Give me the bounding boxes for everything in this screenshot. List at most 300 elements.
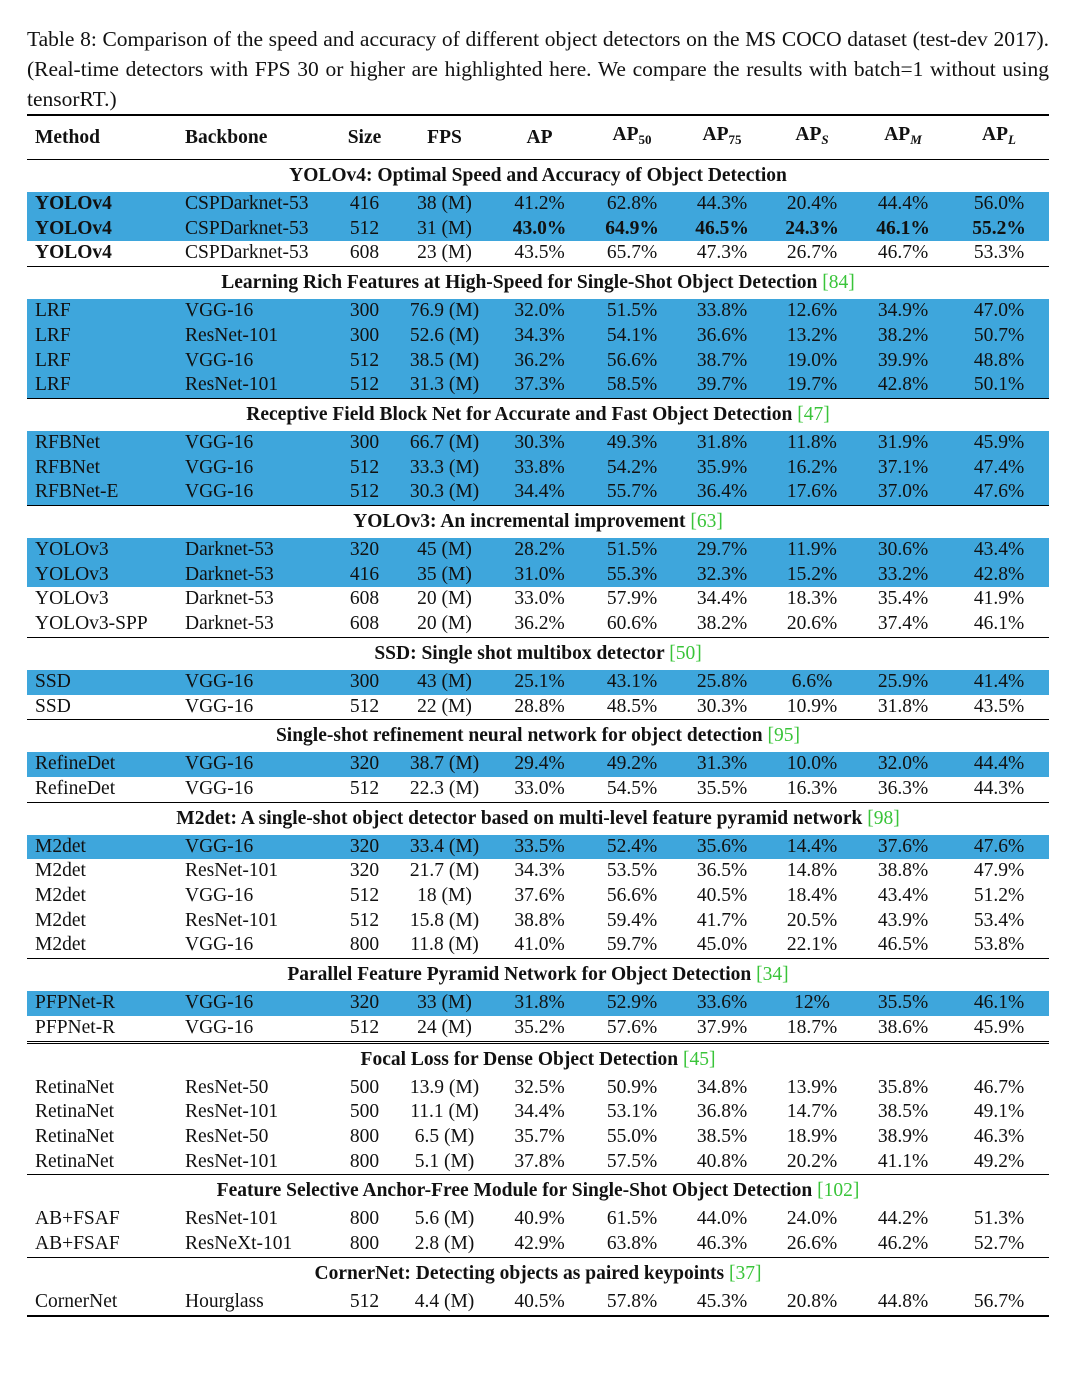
- cell-backbone: CSPDarknet-53: [177, 241, 332, 266]
- cell-fps: 20 (M): [417, 588, 472, 610]
- cell-apl: 56.0%: [949, 192, 1049, 217]
- cell-aps: 11.9%: [767, 538, 857, 563]
- cell-ap: 37.3%: [492, 373, 587, 398]
- cell-apl: 52.7%: [949, 1232, 1049, 1257]
- cell-apl: 53.3%: [949, 241, 1049, 266]
- cell-aps: 10.9%: [767, 695, 857, 720]
- table-row: [27, 349, 1049, 374]
- cell-apm: 32.0%: [857, 752, 949, 777]
- cell-backbone: VGG-16: [177, 299, 332, 324]
- cell-method: RetinaNet: [35, 1125, 115, 1147]
- cell-backbone: VGG-16: [177, 1016, 332, 1042]
- cell-apl: 41.9%: [973, 588, 1025, 610]
- cell-ap75: 25.8%: [677, 670, 767, 695]
- cell-apl: 47.9%: [973, 860, 1025, 882]
- cell-aps: 16.2%: [767, 456, 857, 481]
- table-row: [27, 752, 1049, 777]
- cell-size: 320: [332, 991, 397, 1016]
- cell-apm: 38.2%: [857, 324, 949, 349]
- header-size: Size: [347, 126, 382, 148]
- section-title-text: YOLOv3: An incremental improvement: [353, 511, 686, 533]
- cell-aps: 16.3%: [767, 777, 857, 802]
- cell-ap75: 33.8%: [677, 299, 767, 324]
- cell-fps: 6.5 (M): [414, 1125, 475, 1147]
- citation-link[interactable]: [63]: [690, 511, 723, 533]
- table-row: [27, 299, 1049, 324]
- cell-size: 512: [332, 695, 397, 720]
- cell-method: PFPNet-R: [27, 1016, 177, 1042]
- cell-aps: 18.4%: [786, 885, 838, 907]
- cell-ap: 29.4%: [492, 752, 587, 777]
- cell-method: CornerNet: [27, 1290, 177, 1316]
- section-title-text: Parallel Feature Pyramid Network for Object Detection: [287, 964, 752, 986]
- cell-ap: 34.4%: [514, 1101, 565, 1123]
- citation-link[interactable]: [50]: [669, 642, 702, 664]
- cell-ap: 34.3%: [514, 860, 565, 882]
- cell-apl: 51.3%: [973, 1208, 1025, 1230]
- section-header-row: [27, 637, 1049, 670]
- cell-backbone: ResNet-50: [185, 1125, 269, 1147]
- cell-apm: 38.5%: [877, 1101, 929, 1123]
- cell-apm: 46.2%: [857, 1232, 949, 1257]
- cell-aps: 14.7%: [786, 1101, 838, 1123]
- cell-apm: 37.0%: [857, 480, 949, 505]
- cell-size: 512: [349, 909, 380, 931]
- cell-backbone: VGG-16: [177, 480, 332, 505]
- cell-apl: 51.2%: [973, 885, 1025, 907]
- cell-ap50: 49.2%: [587, 752, 677, 777]
- cell-apl: 44.3%: [949, 777, 1049, 802]
- cell-ap50: 56.6%: [587, 349, 677, 374]
- table-row: [27, 217, 1049, 242]
- cell-backbone: VGG-16: [177, 670, 332, 695]
- cell-method: RFBNet-E: [27, 480, 177, 505]
- header-ap: AP: [526, 126, 553, 148]
- table-row: [27, 538, 1049, 563]
- cell-aps: 11.8%: [767, 431, 857, 456]
- cell-method: RetinaNet: [35, 1101, 115, 1123]
- table-row: [27, 1232, 1049, 1257]
- cell-apl: 46.1%: [949, 991, 1049, 1016]
- section-title: [27, 720, 1049, 753]
- cell-apm: 44.4%: [857, 192, 949, 217]
- cell-backbone: VGG-16: [177, 695, 332, 720]
- cell-aps: 26.6%: [767, 1232, 857, 1257]
- cell-fps: 31 (M): [397, 217, 492, 242]
- cell-backbone: ResNet-101: [177, 373, 332, 398]
- section-title: [27, 267, 1049, 300]
- cell-apm: 44.8%: [857, 1290, 949, 1316]
- cell-ap75: 34.4%: [696, 588, 748, 610]
- cell-fps: 15.8 (M): [409, 909, 480, 931]
- cell-ap: 33.0%: [514, 588, 565, 610]
- cell-backbone: ResNet-101: [185, 1101, 279, 1123]
- cell-ap75: 38.7%: [677, 349, 767, 374]
- cell-ap: 28.2%: [492, 538, 587, 563]
- table-row: [27, 859, 1049, 884]
- section-title-text: SSD: Single shot multibox detector: [374, 642, 665, 664]
- cell-ap75: 33.6%: [677, 991, 767, 1016]
- cell-aps: 20.2%: [767, 1150, 857, 1175]
- cell-apl: 45.9%: [949, 431, 1049, 456]
- cell-apl: 45.9%: [949, 1016, 1049, 1042]
- cell-size: 512: [332, 777, 397, 802]
- cell-apm: 43.4%: [877, 885, 929, 907]
- cell-backbone: ResNet-50: [185, 1076, 269, 1098]
- cell-ap50: 51.5%: [587, 299, 677, 324]
- cell-method: RefineDet: [27, 777, 177, 802]
- cell-size: 320: [349, 860, 380, 882]
- table-row: [27, 1207, 1049, 1232]
- cell-size: 608: [332, 241, 397, 266]
- cell-backbone: VGG-16: [177, 835, 332, 860]
- cell-aps: 20.6%: [767, 612, 857, 637]
- cell-fps: 13.9 (M): [409, 1076, 480, 1098]
- cell-fps: 33.4 (M): [397, 835, 492, 860]
- cell-size: 300: [332, 431, 397, 456]
- cell-size: 500: [349, 1076, 380, 1098]
- citation-link[interactable]: [47]: [797, 403, 830, 425]
- cell-ap75: 37.9%: [677, 1016, 767, 1042]
- cell-apm: 35.4%: [877, 588, 929, 610]
- section-header-row: [27, 720, 1049, 753]
- cell-ap75: 41.7%: [696, 909, 748, 931]
- cell-backbone: Darknet-53: [177, 612, 332, 637]
- cell-ap75: 44.3%: [677, 192, 767, 217]
- cell-ap50: 59.4%: [606, 909, 658, 931]
- cell-method: PFPNet-R: [27, 991, 177, 1016]
- cell-backbone: VGG-16: [177, 777, 332, 802]
- detector-comparison-table: [27, 114, 1049, 1317]
- cell-ap75: 46.5%: [677, 217, 767, 242]
- header-method: Method: [35, 126, 100, 148]
- cell-apm: 38.6%: [857, 1016, 949, 1042]
- cell-ap50: 57.8%: [587, 1290, 677, 1316]
- cell-size: 512: [332, 1290, 397, 1316]
- cell-ap: 33.8%: [492, 456, 587, 481]
- cell-ap75: 35.9%: [677, 456, 767, 481]
- table-row: [27, 431, 1049, 456]
- cell-ap: 28.8%: [492, 695, 587, 720]
- cell-backbone: ResNet-101: [185, 1208, 279, 1230]
- cell-size: 608: [332, 612, 397, 637]
- cell-aps: 15.2%: [767, 563, 857, 588]
- cell-fps: 11.1 (M): [410, 1101, 479, 1123]
- cell-ap50: 61.5%: [606, 1208, 658, 1230]
- cell-method: LRF: [27, 324, 177, 349]
- table-row: [27, 909, 1049, 934]
- cell-method: YOLOv4: [27, 241, 177, 266]
- cell-fps: 23 (M): [397, 241, 492, 266]
- cell-size: 512: [349, 885, 380, 907]
- cell-backbone: VGG-16: [177, 431, 332, 456]
- cell-fps: 43 (M): [397, 670, 492, 695]
- cell-ap: 41.2%: [492, 192, 587, 217]
- cell-backbone: VGG-16: [177, 456, 332, 481]
- cell-ap50: 59.7%: [587, 933, 677, 958]
- cell-backbone: ResNet-101: [177, 1150, 332, 1175]
- cell-method: LRF: [27, 373, 177, 398]
- cell-ap: 37.8%: [492, 1150, 587, 1175]
- cell-size: 608: [349, 588, 380, 610]
- cell-ap75: 40.5%: [696, 885, 748, 907]
- citation-link[interactable]: [84]: [822, 272, 855, 294]
- section-header-row: [27, 398, 1049, 431]
- cell-apm: 30.6%: [857, 538, 949, 563]
- cell-ap: 25.1%: [492, 670, 587, 695]
- cell-ap75: 29.7%: [677, 538, 767, 563]
- cell-backbone: ResNet-101: [177, 324, 332, 349]
- cell-ap50: 54.2%: [587, 456, 677, 481]
- cell-backbone: VGG-16: [177, 991, 332, 1016]
- cell-aps: 26.7%: [767, 241, 857, 266]
- cell-apl: 47.0%: [949, 299, 1049, 324]
- table-row: [27, 456, 1049, 481]
- cell-apm: 38.9%: [877, 1125, 929, 1147]
- cell-fps: 33.3 (M): [397, 456, 492, 481]
- cell-apm: 42.8%: [857, 373, 949, 398]
- citation-link[interactable]: [95]: [767, 725, 801, 747]
- cell-ap50: 51.5%: [587, 538, 677, 563]
- table-row: [27, 1290, 1049, 1316]
- cell-apm: 34.9%: [857, 299, 949, 324]
- cell-ap50: 53.1%: [606, 1101, 658, 1123]
- cell-size: 300: [332, 670, 397, 695]
- table-row: [27, 991, 1049, 1016]
- cell-ap50: 62.8%: [587, 192, 677, 217]
- cell-ap75: 46.3%: [677, 1232, 767, 1257]
- cell-ap50: 57.5%: [587, 1150, 677, 1175]
- cell-ap50: 54.5%: [587, 777, 677, 802]
- cell-apl: 56.7%: [949, 1290, 1049, 1316]
- cell-apm: 31.9%: [857, 431, 949, 456]
- cell-apl: 46.1%: [949, 612, 1049, 637]
- cell-backbone: Darknet-53: [185, 588, 274, 610]
- cell-ap: 32.0%: [492, 299, 587, 324]
- cell-backbone: ResNeXt-101: [177, 1232, 332, 1257]
- cell-apm: 37.4%: [857, 612, 949, 637]
- header-backbone: Backbone: [185, 126, 268, 148]
- cell-apm: 44.2%: [877, 1208, 929, 1230]
- table-row: [27, 1150, 1049, 1175]
- cell-ap50: 64.9%: [587, 217, 677, 242]
- cell-ap: 34.3%: [492, 324, 587, 349]
- cell-aps: 18.3%: [786, 588, 838, 610]
- cell-method: RetinaNet: [27, 1150, 177, 1175]
- cell-size: 300: [332, 324, 397, 349]
- cell-apl: 44.4%: [949, 752, 1049, 777]
- table-row: [27, 324, 1049, 349]
- cell-ap50: 63.8%: [587, 1232, 677, 1257]
- cell-aps: 19.0%: [767, 349, 857, 374]
- cell-apm: 36.3%: [857, 777, 949, 802]
- cell-ap50: 65.7%: [587, 241, 677, 266]
- cell-ap50: 48.5%: [587, 695, 677, 720]
- table-caption: Table 8: Comparison of the speed and accuracy of different object detectors on the MS COCO dataset (test-dev 2017). (Real-time detectors with FPS 30 or higher are highlighted here. We compare the results with batch=1 without using tensorRT.): [27, 27, 1049, 111]
- cell-ap75: 38.2%: [677, 612, 767, 637]
- section-header-row: [27, 506, 1049, 539]
- cell-size: 416: [332, 192, 397, 217]
- table-row: [27, 480, 1049, 505]
- cell-apl: 50.1%: [949, 373, 1049, 398]
- cell-ap75: 39.7%: [677, 373, 767, 398]
- cell-ap: 43.0%: [492, 217, 587, 242]
- cell-method: M2det: [27, 933, 177, 958]
- cell-size: 512: [332, 373, 397, 398]
- table-row: [27, 612, 1049, 637]
- cell-ap75: 32.3%: [677, 563, 767, 588]
- cell-backbone: VGG-16: [185, 885, 254, 907]
- cell-backbone: CSPDarknet-53: [177, 217, 332, 242]
- section-header-row: [27, 267, 1049, 300]
- section-title-text: M2det: A single-shot object detector based on multi-level feature pyramid network: [176, 807, 863, 829]
- table-row: [27, 884, 1049, 909]
- cell-method: YOLOv4: [27, 192, 177, 217]
- cell-ap50: 55.3%: [587, 563, 677, 588]
- cell-fps: 21.7 (M): [409, 860, 480, 882]
- section-header-row: [27, 160, 1049, 193]
- table-row: [27, 1100, 1049, 1125]
- cell-ap50: 56.6%: [606, 885, 658, 907]
- section-title: [27, 1257, 1049, 1290]
- cell-ap75: 34.8%: [696, 1076, 748, 1098]
- cell-aps: 22.1%: [767, 933, 857, 958]
- cell-size: 320: [332, 835, 397, 860]
- cell-apl: 53.4%: [973, 909, 1025, 931]
- cell-ap75: 44.0%: [696, 1208, 748, 1230]
- cell-ap: 33.5%: [492, 835, 587, 860]
- cell-apl: 50.7%: [949, 324, 1049, 349]
- section-title: [27, 506, 1049, 539]
- table-row: [27, 241, 1049, 266]
- cell-backbone: ResNet-101: [185, 860, 279, 882]
- cell-method: YOLOv3: [27, 538, 177, 563]
- cell-ap: 43.5%: [492, 241, 587, 266]
- cell-size: 512: [332, 217, 397, 242]
- cell-apl: 47.6%: [949, 835, 1049, 860]
- cell-method: RetinaNet: [35, 1076, 115, 1098]
- cell-ap75: 36.6%: [677, 324, 767, 349]
- cell-method: M2det: [27, 835, 177, 860]
- cell-aps: 19.7%: [767, 373, 857, 398]
- cell-size: 800: [332, 1150, 397, 1175]
- cell-aps: 12.6%: [767, 299, 857, 324]
- section-title-text: YOLOv4: Optimal Speed and Accuracy of Object Detection: [289, 165, 787, 186]
- cell-apm: 39.9%: [857, 349, 949, 374]
- cell-aps: 14.4%: [767, 835, 857, 860]
- cell-ap75: 31.3%: [677, 752, 767, 777]
- cell-ap: 40.5%: [492, 1290, 587, 1316]
- cell-ap75: 30.3%: [677, 695, 767, 720]
- section-title-text: Focal Loss for Dense Object Detection: [360, 1048, 679, 1070]
- cell-apm: 41.1%: [857, 1150, 949, 1175]
- cell-ap50: 50.9%: [606, 1076, 658, 1098]
- cell-fps: 2.8 (M): [397, 1232, 492, 1257]
- section-title: [27, 1042, 1049, 1076]
- cell-method: M2det: [35, 909, 86, 931]
- cell-ap50: 43.1%: [587, 670, 677, 695]
- cell-apl: 53.8%: [949, 933, 1049, 958]
- cell-fps: 45 (M): [397, 538, 492, 563]
- table-row: [27, 670, 1049, 695]
- cell-ap50: 55.0%: [606, 1125, 658, 1147]
- cell-size: 512: [332, 349, 397, 374]
- cell-apm: 35.5%: [857, 991, 949, 1016]
- cell-apm: 31.8%: [857, 695, 949, 720]
- citation-link[interactable]: [45]: [682, 1048, 716, 1070]
- cell-apm: 43.9%: [877, 909, 929, 931]
- table-row: [27, 373, 1049, 398]
- cell-size: 800: [332, 933, 397, 958]
- cell-apm: 46.1%: [857, 217, 949, 242]
- cell-size: 320: [332, 538, 397, 563]
- cell-aps: 10.0%: [767, 752, 857, 777]
- cell-ap: 30.3%: [492, 431, 587, 456]
- cell-apl: 48.8%: [949, 349, 1049, 374]
- cell-apm: 37.1%: [857, 456, 949, 481]
- header-apl: $AP_L$: [982, 124, 1016, 147]
- cell-apl: 47.4%: [949, 456, 1049, 481]
- cell-ap75: 35.6%: [677, 835, 767, 860]
- cell-ap: 31.0%: [492, 563, 587, 588]
- cell-ap: 40.9%: [514, 1208, 565, 1230]
- citation-link[interactable]: [34]: [756, 964, 789, 986]
- cell-ap75: 31.8%: [677, 431, 767, 456]
- table-row: [27, 777, 1049, 802]
- cell-apl: 43.4%: [949, 538, 1049, 563]
- cell-method: RefineDet: [27, 752, 177, 777]
- section-title: [27, 398, 1049, 431]
- cell-fps: 22 (M): [397, 695, 492, 720]
- section-title: [27, 637, 1049, 670]
- cell-backbone: ResNet-101: [185, 909, 279, 931]
- cell-apl: 41.4%: [949, 670, 1049, 695]
- cell-backbone: Darknet-53: [177, 538, 332, 563]
- cell-method: YOLOv4: [27, 217, 177, 242]
- cell-ap50: 53.5%: [606, 860, 658, 882]
- table-body: [27, 160, 1049, 1316]
- citation-link[interactable]: [102]: [817, 1180, 860, 1202]
- cell-fps: 4.4 (M): [397, 1290, 492, 1316]
- cell-backbone: CSPDarknet-53: [177, 192, 332, 217]
- citation-link[interactable]: [37]: [729, 1262, 762, 1284]
- cell-method: AB+FSAF: [35, 1208, 120, 1230]
- cell-size: 512: [332, 1016, 397, 1042]
- cell-apm: 25.9%: [857, 670, 949, 695]
- cell-method: RFBNet: [27, 431, 177, 456]
- cell-method: SSD: [27, 695, 177, 720]
- cell-fps: 30.3 (M): [397, 480, 492, 505]
- section-title-text: Learning Rich Features at High-Speed for Single-Shot Object Detection: [221, 272, 818, 294]
- cell-aps: 18.9%: [786, 1125, 838, 1147]
- cell-size: 800: [332, 1232, 397, 1257]
- cell-ap50: 57.6%: [587, 1016, 677, 1042]
- cell-apm: 33.2%: [857, 563, 949, 588]
- cell-ap: 33.0%: [492, 777, 587, 802]
- cell-fps: 5.6 (M): [414, 1208, 475, 1230]
- cell-method: YOLOv3: [35, 588, 109, 610]
- citation-link[interactable]: [98]: [867, 807, 900, 829]
- cell-method: AB+FSAF: [27, 1232, 177, 1257]
- table-row: [27, 587, 1049, 612]
- cell-apm: 46.7%: [857, 241, 949, 266]
- cell-ap: 34.4%: [492, 480, 587, 505]
- cell-ap50: 54.1%: [587, 324, 677, 349]
- cell-aps: 24.0%: [786, 1208, 838, 1230]
- section-title: [27, 1175, 1049, 1208]
- section-header-row: [27, 802, 1049, 835]
- cell-ap: 41.0%: [492, 933, 587, 958]
